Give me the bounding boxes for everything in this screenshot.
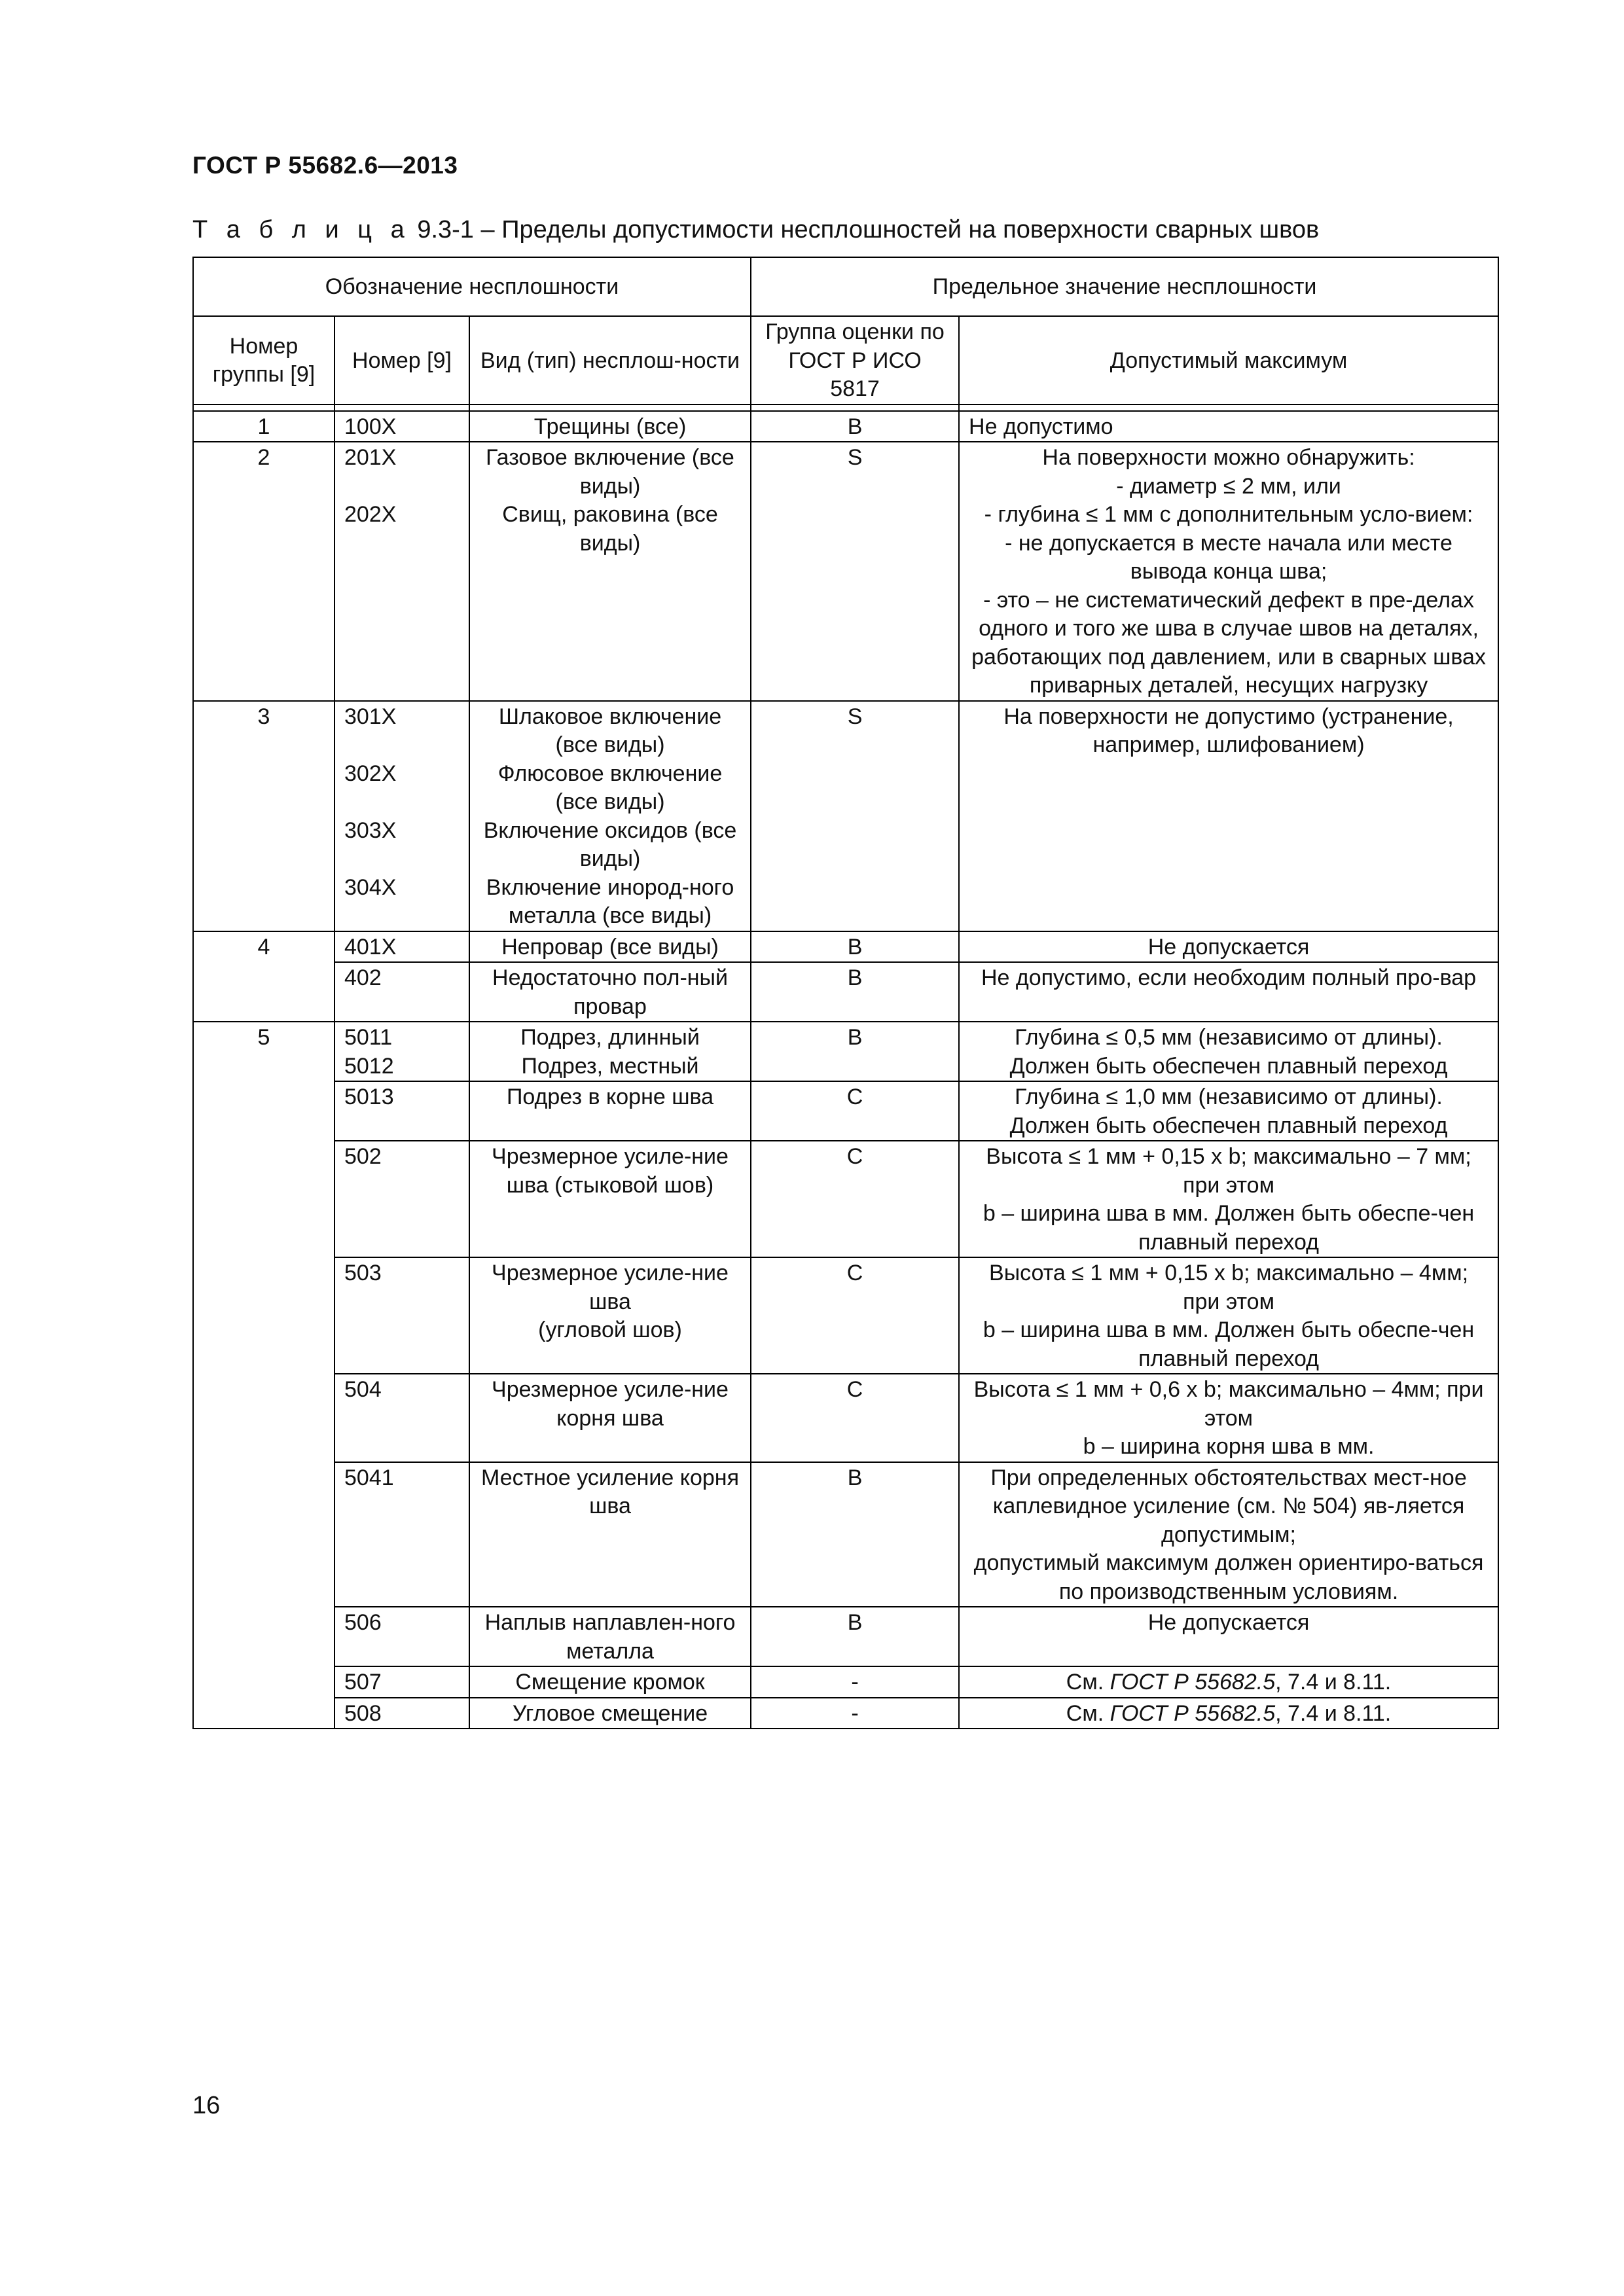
kind-cell — [469, 1141, 751, 1257]
discontinuity-number: 506 — [344, 1610, 382, 1635]
discontinuity-kind: Шлаковое включение (все виды) — [498, 704, 722, 757]
number-cell — [334, 701, 469, 931]
max-allowed-text: b – ширина корня шва в мм. — [1083, 1434, 1375, 1459]
discontinuity-kind: Подрез, местный — [521, 1053, 699, 1079]
table-row — [193, 962, 1498, 1022]
kind-cell — [469, 1607, 751, 1666]
group-number-cell: 4 — [193, 931, 334, 1022]
max-allowed-text: - не допускается в месте начала или месте вывода конца шва; — [1005, 530, 1453, 584]
discontinuity-number: 302X — [344, 761, 397, 786]
table-row — [193, 1022, 1498, 1081]
discontinuity-number: 301X — [344, 704, 397, 729]
discontinuity-number: 5012 — [344, 1053, 394, 1079]
discontinuity-kind: Включение инород-ного металла (все виды) — [486, 874, 734, 928]
max-allowed-cell — [959, 1698, 1498, 1729]
table-body — [193, 411, 1498, 1729]
number-cell — [334, 962, 469, 1022]
max-allowed-cell — [959, 411, 1498, 442]
kind-cell — [469, 1022, 751, 1081]
table-row — [193, 1462, 1498, 1607]
group-number-cell: 1 — [193, 411, 334, 442]
reference-prefix: См. — [1066, 1670, 1110, 1695]
number-cell — [334, 411, 469, 442]
table-row — [193, 701, 1498, 931]
discontinuity-number: 304X — [344, 874, 397, 900]
group-number-cell: 5 — [193, 1022, 334, 1729]
number-cell — [334, 1374, 469, 1462]
discontinuity-kind: Недостаточно пол-ный провар — [492, 965, 728, 1019]
quality-group-cell: B — [751, 1022, 959, 1081]
kind-cell — [469, 701, 751, 931]
discontinuity-kind: Чрезмерное усиле-ние корня шва — [492, 1377, 729, 1431]
table-row — [193, 1698, 1498, 1729]
discontinuity-number: 5041 — [344, 1465, 394, 1490]
quality-group-cell: S — [751, 701, 959, 931]
discontinuity-number: 202X — [344, 502, 397, 527]
table-row — [193, 1666, 1498, 1698]
quality-group-cell: - — [751, 1666, 959, 1698]
discontinuity-number: 508 — [344, 1700, 382, 1726]
kind-cell — [469, 1374, 751, 1462]
header-group-number: Номер группы [9] — [193, 316, 334, 404]
max-allowed-text: - диаметр ≤ 2 мм, или — [1116, 473, 1341, 499]
table-row — [193, 1607, 1498, 1666]
discontinuity-kind: Угловое смещение — [512, 1700, 708, 1726]
max-allowed-cell — [959, 1462, 1498, 1607]
number-cell — [334, 1607, 469, 1666]
max-allowed-text: Не допустимо — [969, 414, 1113, 439]
max-allowed-text: Должен быть обеспечен плавный переход — [1009, 1113, 1448, 1138]
kind-cell — [469, 442, 751, 701]
kind-cell — [469, 931, 751, 963]
quality-group-cell: B — [751, 931, 959, 963]
max-allowed-text: Высота ≤ 1 мм + 0,6 x b; максимально – 4мм; при этом — [973, 1377, 1484, 1431]
quality-group-cell: B — [751, 411, 959, 442]
discontinuity-number: 504 — [344, 1377, 382, 1402]
discontinuity-kind: Чрезмерное усиле-ние шва — [492, 1261, 729, 1314]
max-allowed-cell — [959, 1607, 1498, 1666]
max-allowed-text: На поверхности не допустимо (устранение, например, шлифованием) — [1003, 704, 1454, 757]
reference-suffix: , 7.4 и 8.11. — [1275, 1670, 1392, 1695]
max-allowed-text: На поверхности можно обнаружить: — [1042, 445, 1415, 470]
discontinuity-number: 401X — [344, 934, 397, 960]
discontinuity-kind: Флюсовое включение (все виды) — [497, 761, 723, 814]
table-caption-label: Т а б л и ц а — [192, 216, 410, 243]
header-number: Номер [9] — [334, 316, 469, 404]
group-number-cell: 2 — [193, 442, 334, 701]
quality-group-cell: B — [751, 962, 959, 1022]
discontinuity-kind: Смещение кромок — [515, 1670, 705, 1695]
quality-group-cell: C — [751, 1141, 959, 1257]
kind-cell — [469, 411, 751, 442]
quality-group-cell: B — [751, 1607, 959, 1666]
number-cell — [334, 1462, 469, 1607]
discontinuity-number: 507 — [344, 1670, 382, 1695]
max-allowed-text: Высота ≤ 1 мм + 0,15 x b; максимально – 7 мм; при этом — [986, 1144, 1471, 1198]
max-allowed-text: Глубина ≤ 0,5 мм (независимо от длины). — [1015, 1025, 1443, 1050]
discontinuity-number: 100X — [344, 414, 397, 439]
max-allowed-text: - глубина ≤ 1 мм с дополнительным усло-вием: — [984, 502, 1473, 527]
max-allowed-text: b – ширина шва в мм. Должен быть обеспе-чен плавный переход — [983, 1201, 1475, 1255]
max-allowed-cell — [959, 442, 1498, 701]
line-spacer — [344, 473, 460, 501]
discontinuity-kind: Газовое включение (все виды) — [486, 445, 734, 499]
table-row — [193, 1081, 1498, 1141]
quality-group-cell: B — [751, 1462, 959, 1607]
max-allowed-cell — [959, 1666, 1498, 1698]
reference-document: ГОСТ Р 55682.5 — [1110, 1670, 1276, 1695]
number-cell — [334, 1022, 469, 1081]
discontinuity-number: 5013 — [344, 1085, 394, 1109]
reference-suffix: , 7.4 и 8.11. — [1275, 1700, 1392, 1726]
table-row — [193, 1141, 1498, 1257]
table-row — [193, 931, 1498, 963]
max-allowed-text: Не допускается — [1147, 1610, 1310, 1635]
header-separator — [193, 404, 1498, 411]
max-allowed-text: b – ширина шва в мм. Должен быть обеспе-чен плавный переход — [983, 1318, 1475, 1371]
header-limit-value: Предельное значение несплошности — [751, 257, 1498, 316]
discontinuity-number: 503 — [344, 1261, 382, 1285]
quality-group-cell: - — [751, 1698, 959, 1729]
header-max-allowed: Допустимый максимум — [959, 316, 1498, 404]
max-allowed-text: Глубина ≤ 1,0 мм (независимо от длины). — [1015, 1085, 1443, 1109]
quality-group-cell: C — [751, 1374, 959, 1462]
kind-cell — [469, 1698, 751, 1729]
table-row — [193, 442, 1498, 701]
number-cell — [334, 1698, 469, 1729]
discontinuity-number: 5011 — [344, 1025, 393, 1050]
discontinuity-kind: Свищ, раковина (все виды) — [502, 502, 718, 556]
line-spacer — [344, 845, 460, 874]
max-allowed-cell — [959, 962, 1498, 1022]
max-allowed-text: - это – не систематический дефект в пре-делах одного и того же шва в случае швов на деталях, работающих под давлением, или в сварных швах приварных деталей, несущих нагрузку — [971, 587, 1486, 698]
header-quality-group: Группа оценки по ГОСТ Р ИСО 5817 — [751, 316, 959, 404]
discontinuity-kind: Непровар (все виды) — [501, 934, 719, 960]
quality-group-cell: S — [751, 442, 959, 701]
discontinuity-number: 201X — [344, 445, 397, 470]
table-caption-text: 9.3-1 – Пределы допустимости несплошностей на поверхности сварных швов — [417, 216, 1320, 243]
number-cell — [334, 931, 469, 963]
max-allowed-text: Должен быть обеспечен плавный переход — [1009, 1053, 1448, 1079]
discontinuity-limits-table — [192, 257, 1499, 1729]
header-designation: Обозначение несплошности — [193, 257, 751, 316]
discontinuity-kind: Трещины (все) — [533, 414, 687, 439]
max-allowed-text: Не допустимо, если необходим полный про-вар — [981, 965, 1477, 990]
line-spacer — [344, 731, 460, 760]
discontinuity-number: 303X — [344, 817, 397, 843]
discontinuity-kind: Чрезмерное усиле-ние шва (стыковой шов) — [492, 1144, 729, 1198]
number-cell — [334, 1257, 469, 1374]
max-allowed-cell — [959, 1022, 1498, 1081]
max-allowed-cell — [959, 1081, 1498, 1141]
max-allowed-text: Не допускается — [1147, 934, 1310, 960]
discontinuity-kind: Местное усиление корня шва — [481, 1465, 739, 1518]
kind-cell — [469, 962, 751, 1022]
quality-group-cell: C — [751, 1257, 959, 1374]
quality-group-cell: C — [751, 1081, 959, 1141]
reference-prefix: См. — [1066, 1700, 1110, 1726]
number-cell — [334, 1141, 469, 1257]
discontinuity-number: 402 — [344, 965, 382, 990]
number-cell — [334, 1081, 469, 1141]
header-kind: Вид (тип) несплош-ности — [469, 316, 751, 404]
discontinuity-kind: Наплыв наплавлен-ного металла — [484, 1610, 736, 1664]
max-allowed-cell — [959, 931, 1498, 963]
discontinuity-kind: Включение оксидов (все виды) — [483, 817, 737, 871]
kind-cell — [469, 1257, 751, 1374]
document-code-header: ГОСТ Р 55682.6—2013 — [192, 152, 458, 179]
kind-cell — [469, 1462, 751, 1607]
page-number: 16 — [192, 2092, 221, 2119]
discontinuity-kind: Подрез, длинный — [520, 1025, 700, 1050]
table-row — [193, 1374, 1498, 1462]
kind-cell — [469, 1666, 751, 1698]
line-spacer — [344, 788, 460, 817]
max-allowed-text: При определенных обстоятельствах мест-ное каплевидное усиление (см. № 504) яв-ляется допустимым; — [990, 1465, 1467, 1547]
group-number-cell: 3 — [193, 701, 334, 931]
table-row — [193, 1257, 1498, 1374]
discontinuity-kind: Подрез в корне шва — [506, 1085, 714, 1109]
max-allowed-cell — [959, 1374, 1498, 1462]
kind-cell — [469, 1081, 751, 1141]
max-allowed-cell — [959, 1141, 1498, 1257]
number-cell — [334, 1666, 469, 1698]
reference-document: ГОСТ Р 55682.5 — [1110, 1700, 1276, 1726]
max-allowed-cell — [959, 701, 1498, 931]
number-cell — [334, 442, 469, 701]
max-allowed-cell — [959, 1257, 1498, 1374]
max-allowed-text: допустимый максимум должен ориентиро-ваться по производственным условиям. — [973, 1551, 1484, 1604]
discontinuity-number: 502 — [344, 1144, 382, 1169]
max-allowed-text: Высота ≤ 1 мм + 0,15 x b; максимально – 4мм; при этом — [989, 1261, 1469, 1314]
table-row — [193, 411, 1498, 442]
table-caption — [192, 216, 1319, 244]
discontinuity-kind: (угловой шов) — [538, 1318, 682, 1342]
